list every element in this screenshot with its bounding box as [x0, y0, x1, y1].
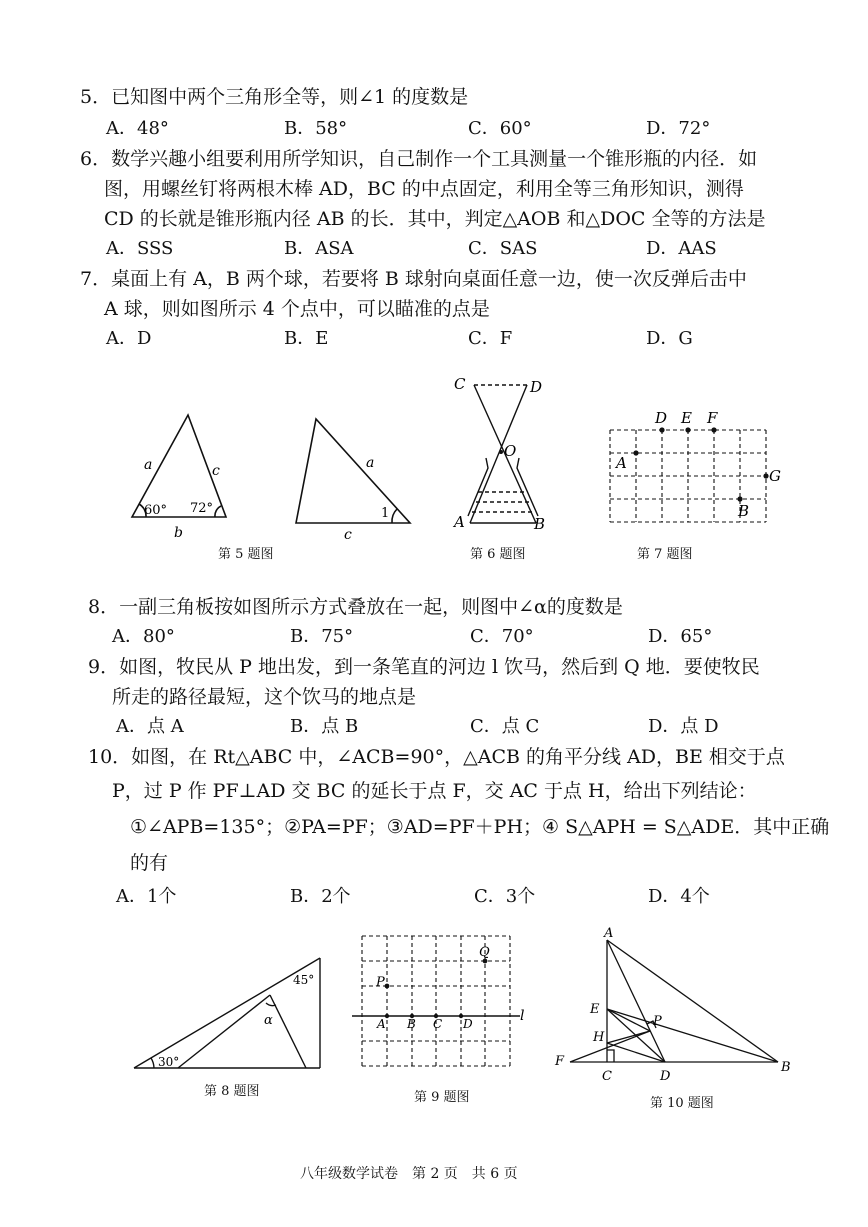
q6-stem-line-3: CD 的长就是锥形瓶内径 AB 的长．其中，判定△AOB 和△DOC 全等的方法是 — [104, 208, 766, 230]
q10-option-d[interactable]: D．4个 — [648, 886, 710, 907]
q9-option-d[interactable]: D．点 D — [648, 716, 719, 737]
q5-option-b[interactable]: B．58° — [284, 118, 348, 139]
fig7-label-f: F — [707, 409, 718, 427]
q8-option-d[interactable]: D．65° — [648, 626, 713, 647]
q10-option-c[interactable]: C．3个 — [474, 886, 536, 907]
fig10-label-h: H — [593, 1030, 605, 1045]
fig9-label-c: C — [433, 1017, 443, 1031]
fig9-label-b: B — [407, 1017, 416, 1031]
q10-option-a[interactable]: A．1个 — [116, 886, 177, 907]
fig10-caption: 第 10 题图 — [650, 1096, 714, 1111]
q10-option-b[interactable]: B．2个 — [290, 886, 351, 907]
q7-option-c[interactable]: C．F — [468, 328, 513, 349]
q8-option-a[interactable]: A．80° — [112, 626, 175, 647]
q8-option-b[interactable]: B．75° — [290, 626, 354, 647]
fig5-right-angle-1: 1 — [381, 506, 390, 521]
figure-10 — [550, 925, 800, 1085]
fig5-label-c: c — [212, 463, 220, 479]
q6-option-d[interactable]: D．AAS — [646, 238, 717, 259]
figure-9 — [350, 928, 530, 1078]
q9-option-b[interactable]: B．点 B — [290, 716, 359, 737]
fig5-left-angle-mark-b — [215, 506, 221, 517]
fig7-label-a: A — [616, 454, 627, 472]
q5-option-d[interactable]: D．72° — [646, 118, 711, 139]
fig8-angle-45: 45° — [293, 973, 315, 987]
q10-stem-line-4: 的有 — [130, 852, 169, 874]
fig6-label-a: A — [454, 513, 465, 531]
fig5-right-angle-mark — [392, 509, 397, 523]
figure-8 — [130, 950, 330, 1075]
fig6-caption: 第 6 题图 — [470, 547, 526, 562]
fig10-label-p: P — [653, 1014, 662, 1029]
q10-stem-line-1: 10．如图，在 Rt△ABC 中，∠ACB=90°，△ACB 的角平分线 AD，BE 相交于点 — [88, 746, 785, 768]
q7-option-b[interactable]: B．E — [284, 328, 329, 349]
fig10-label-d: D — [660, 1069, 671, 1084]
fig8-angle-alpha: α — [264, 1013, 273, 1028]
q5-option-c[interactable]: C．60° — [468, 118, 532, 139]
fig5-caption: 第 5 题图 — [218, 547, 274, 562]
q9-stem-line-1: 9．如图，牧民从 P 地出发，到一条笔直的河边 l 饮马，然后到 Q 地．要使牧民 — [88, 656, 760, 678]
q7-option-d[interactable]: D．G — [646, 328, 693, 349]
q7-stem-line-2: A 球，则如图所示 4 个点中，可以瞄准的点是 — [104, 298, 490, 320]
fig5-label-b: b — [174, 525, 183, 541]
q8-option-c[interactable]: C．70° — [470, 626, 534, 647]
q9-option-a[interactable]: A．点 A — [116, 716, 184, 737]
fig5-right-triangle — [296, 419, 410, 523]
q6-option-a[interactable]: A．SSS — [106, 238, 174, 259]
fig7-caption: 第 7 题图 — [637, 547, 693, 562]
fig9-caption: 第 9 题图 — [414, 1090, 470, 1105]
fig8-caption: 第 8 题图 — [204, 1084, 260, 1099]
fig7-label-b: B — [738, 502, 750, 520]
fig6-label-o: O — [504, 442, 517, 460]
q10-stem-line-2: P，过 P 作 PF⊥AD 交 BC 的延长于点 F，交 AC 于点 H，给出下列结论： — [112, 780, 757, 802]
q9-stem-line-2: 所走的路径最短，这个饮马的地点是 — [112, 686, 417, 708]
q5-option-a[interactable]: A．48° — [106, 118, 169, 139]
fig9-label-q: Q — [479, 945, 490, 960]
figure-6 — [448, 370, 558, 540]
fig9-label-p: P — [376, 975, 385, 990]
figure-5 — [120, 405, 420, 555]
figure-7 — [600, 410, 790, 540]
fig10-label-e: E — [590, 1002, 600, 1017]
fig5-right-label-c: c — [344, 527, 352, 543]
fig7-label-d: D — [655, 409, 668, 427]
q7-stem-line-1: 7．桌面上有 A，B 两个球，若要将 B 球射向桌面任意一边，使一次反弹后击中 — [80, 268, 747, 290]
fig7-label-g: G — [769, 467, 781, 485]
fig6-label-d: D — [530, 378, 543, 396]
fig7-label-e: E — [681, 409, 692, 427]
q8-stem: 8．一副三角板按如图所示方式叠放在一起，则图中∠α的度数是 — [88, 596, 623, 618]
fig5-label-a: a — [144, 457, 153, 473]
q7-option-a[interactable]: A．D — [106, 328, 152, 349]
fig10-label-c: C — [602, 1069, 612, 1084]
q10-stem-line-3: ①∠APB=135°；②PA=PF；③AD=PF＋PH；④ S△APH = S△ADE．其中正确 — [130, 816, 830, 838]
q6-stem-line-2: 图，用螺丝钉将两根木棒 AD，BC 的中点固定，利用全等三角形知识，测得 — [104, 178, 744, 200]
q9-option-c[interactable]: C．点 C — [470, 716, 540, 737]
q6-stem-line-1: 6．数学兴趣小组要利用所学知识，自己制作一个工具测量一个锥形瓶的内径．如 — [80, 148, 758, 170]
fig5-right-label-a: a — [366, 455, 375, 471]
fig8-angle-30: 30° — [158, 1055, 180, 1069]
fig9-label-d: D — [463, 1017, 473, 1031]
fig10-label-b: B — [781, 1060, 791, 1075]
fig6-label-c: C — [454, 375, 466, 393]
q5-stem: 5．已知图中两个三角形全等，则∠1 的度数是 — [80, 86, 469, 108]
fig9-label-l: l — [520, 1008, 525, 1024]
page-footer: 八年级数学试卷 第 2 页 共 6 页 — [300, 1166, 518, 1182]
fig5-angle-60: 60° — [144, 503, 168, 518]
fig9-label-a: A — [377, 1017, 386, 1031]
fig10-label-a: A — [604, 926, 614, 941]
fig10-label-f: F — [555, 1054, 565, 1069]
q6-option-b[interactable]: B．ASA — [284, 238, 354, 259]
fig6-label-b: B — [534, 515, 546, 533]
q6-option-c[interactable]: C．SAS — [468, 238, 538, 259]
fig5-angle-72: 72° — [190, 501, 214, 516]
